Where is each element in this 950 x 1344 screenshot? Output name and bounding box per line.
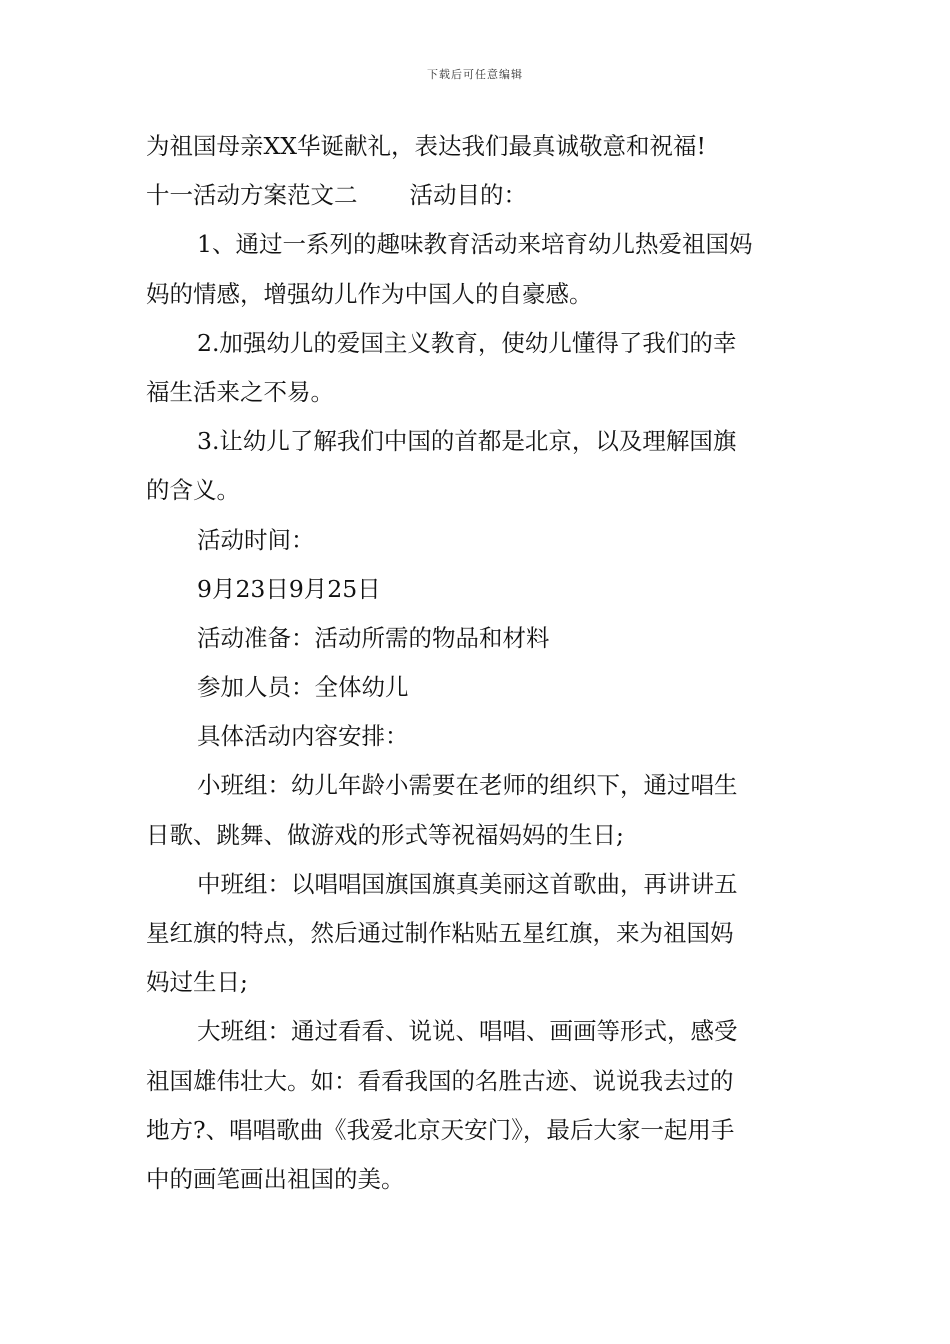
content-arrangement-label: 具体活动内容安排： — [197, 722, 409, 751]
document-body — [146, 122, 808, 1204]
text-line: 的含义。 — [146, 476, 240, 505]
activity-preparation: 活动准备：活动所需的物品和材料 — [197, 623, 550, 652]
text-line: 中的画笔画出祖国的美。 — [146, 1164, 405, 1193]
goal-item-1: 1、通过一系列的趣味教育活动来培育幼儿热爱祖国妈 — [197, 230, 753, 259]
text-line: 妈的情感，增强幼儿作为中国人的自豪感。 — [146, 279, 593, 308]
text-line: 妈过生日; — [146, 968, 248, 997]
participants: 参加人员：全体幼儿 — [197, 673, 409, 702]
small-class-paragraph: 小班组：幼儿年龄小需要在老师的组织下，通过唱生 — [197, 771, 738, 800]
text-line: 星红旗的特点，然后通过制作粘贴五星红旗，来为祖国妈 — [146, 919, 734, 947]
text-line: 地方?、唱唱歌曲《我爱北京天安门》，最后大家一起用手 — [146, 1115, 735, 1144]
text-line: 祖国雄伟壮大。如：看看我国的名胜古迹、说说我去过的 — [146, 1066, 734, 1095]
text-line: 福生活来之不易。 — [146, 377, 334, 406]
activity-dates: 9月23日9月25日 — [197, 574, 381, 603]
section-heading-line — [146, 171, 808, 220]
activity-goal-label: 活动目的： — [409, 181, 527, 210]
section-title: 十一活动方案范文二 — [146, 181, 358, 210]
activity-time-label: 活动时间： — [197, 525, 315, 554]
text-line: 为祖国母亲XX华诞献礼，表达我们最真诚敬意和祝福! — [146, 132, 706, 160]
text-line: 日歌、跳舞、做游戏的形式等祝福妈妈的生日; — [146, 820, 624, 849]
page-header-note: 下载后可任意编辑 — [427, 68, 523, 81]
goal-item-3: 3.让幼儿了解我们中国的首都是北京，以及理解国旗 — [197, 427, 737, 456]
goal-item-2: 2.加强幼儿的爱国主义教育，使幼儿懂得了我们的幸 — [197, 328, 737, 357]
large-class-paragraph: 大班组：通过看看、说说、唱唱、画画等形式，感受 — [197, 1017, 738, 1046]
middle-class-paragraph: 中班组：以唱唱国旗国旗真美丽这首歌曲，再讲讲五 — [197, 869, 738, 898]
